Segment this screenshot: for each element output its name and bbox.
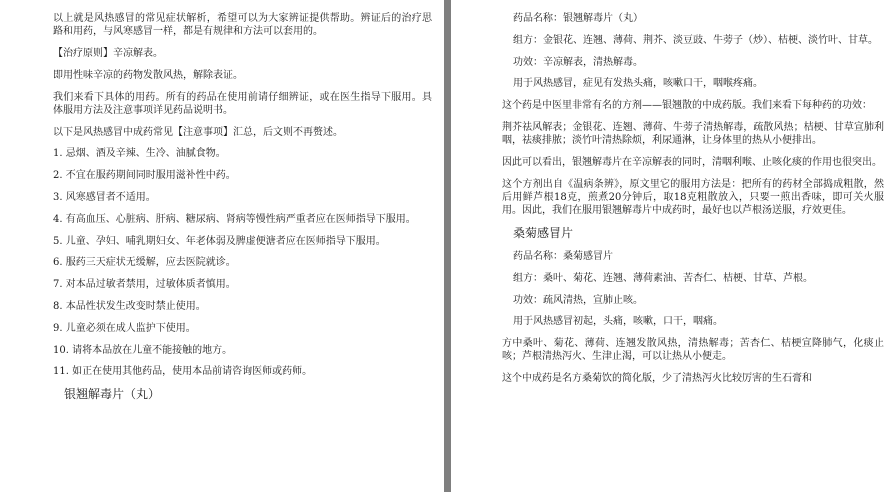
paragraph: 2. 不宜在服药期间同时服用滋补性中药。	[53, 170, 236, 182]
paragraph: 以上就是风热感冒的常见症状解析，希望可以为大家辨证提供帮助。辨证后的治疗思路和用药，与风寒感冒一样，都是有规律和方法可以套用的。	[53, 13, 432, 38]
paragraph: 1. 忌烟、酒及辛辣、生冷、油腻食物。	[53, 148, 226, 160]
paragraph: 因此可以看出，银翘解毒片在辛凉解表的同时，清咽利喉、止咳化痰的作用也很突出。	[502, 156, 882, 168]
paragraph: 功效：辛凉解表，清热解毒。	[513, 56, 643, 68]
paragraph: 11. 如正在使用其他药品，使用本品前请咨询医师或药师。	[53, 366, 313, 378]
paragraph: 这个中成药是名方桑菊饮的简化版，少了清热泻火比较厉害的生石膏和	[502, 373, 812, 385]
paragraph: 组方：金银花、连翘、薄荷、荆芥、淡豆豉、牛蒡子（炒）、桔梗、淡竹叶、甘草。	[513, 34, 878, 46]
section-heading: 银翘解毒片（丸）	[64, 387, 161, 402]
paragraph: 5. 儿童、孕妇、哺乳期妇女、年老体弱及脾虚便溏者应在医师指导下服用。	[53, 235, 386, 247]
paragraph: 7. 对本品过敏者禁用，过敏体质者慎用。	[53, 279, 236, 291]
paragraph: 用于风热感冒，症见有发热头痛，咳嗽口干，咽喉疼痛。	[513, 78, 763, 90]
paragraph: 3. 风寒感冒者不适用。	[53, 191, 156, 203]
paragraph: 9. 儿童必须在成人监护下使用。	[53, 322, 196, 334]
paragraph: 8. 本品性状发生改变时禁止使用。	[53, 300, 206, 312]
paragraph: 方中桑叶、菊花、薄荷、连翘发散风热，清热解毒；苦杏仁、桔梗宣降肺气，化痰止咳；芦根清热泻火、生津止渴，可以让热从小便走。	[502, 338, 884, 363]
paragraph: 用于风热感冒初起，头痛，咳嗽，口干，咽痛。	[513, 316, 723, 328]
paragraph: 这个药是中医里非常有名的方剂——银翘散的中成药版。我们来看下每种药的功效：	[502, 100, 872, 112]
paragraph: 【治疗原则】辛凉解表。	[53, 48, 163, 59]
paragraph: 功效：疏风清热，宣肺止咳。	[513, 294, 643, 306]
paragraph: 以下是风热感冒中成药常见【注意事项】汇总，后文则不再赘述。	[53, 126, 343, 138]
document-page-left	[0, 0, 444, 492]
paragraph: 药品名称：银翘解毒片（丸）	[513, 13, 643, 24]
document-page-right	[451, 0, 896, 492]
paragraph: 这个方剂出自《温病条辨》，原文里它的服用方法是：把所有的药材全部捣成粗散，然后用鲜芦根18克，煎煮20分钟后，取18克粗散放入，只要一煎出香味，即可关火服用。因此，我们在服用银翘解毒片中成药时，最好也以芦根汤送服，疗效更佳。	[502, 178, 884, 217]
paragraph: 6. 服药三天症状无缓解，应去医院就诊。	[53, 257, 236, 269]
paragraph: 组方：桑叶、菊花、连翘、薄荷素油、苦杏仁、桔梗、甘草、芦根。	[513, 272, 813, 284]
paragraph: 荆芥祛风解表；金银花、连翘、薄荷、牛蒡子清热解毒，疏散风热；桔梗、甘草宣肺利咽，祛痰排脓；淡竹叶清热除烦，利尿通淋，让身体里的热从小便排出。	[502, 121, 884, 147]
paragraph: 即用性味辛凉的药物发散风热，解除表证。	[53, 69, 243, 81]
section-heading: 桑菊感冒片	[513, 225, 574, 240]
paragraph: 药品名称：桑菊感冒片	[513, 250, 613, 262]
paragraph: 4. 有高血压、心脏病、肝病、糖尿病、肾病等慢性病严重者应在医师指导下服用。	[53, 213, 416, 225]
paragraph: 10. 请将本品放在儿童不能接触的地方。	[53, 344, 233, 356]
paragraph: 我们来看下具体的用药。所有的药品在使用前请仔细辨证，或在医生指导下服用。具体服用方法及注意事项详见药品说明书。	[53, 91, 432, 116]
